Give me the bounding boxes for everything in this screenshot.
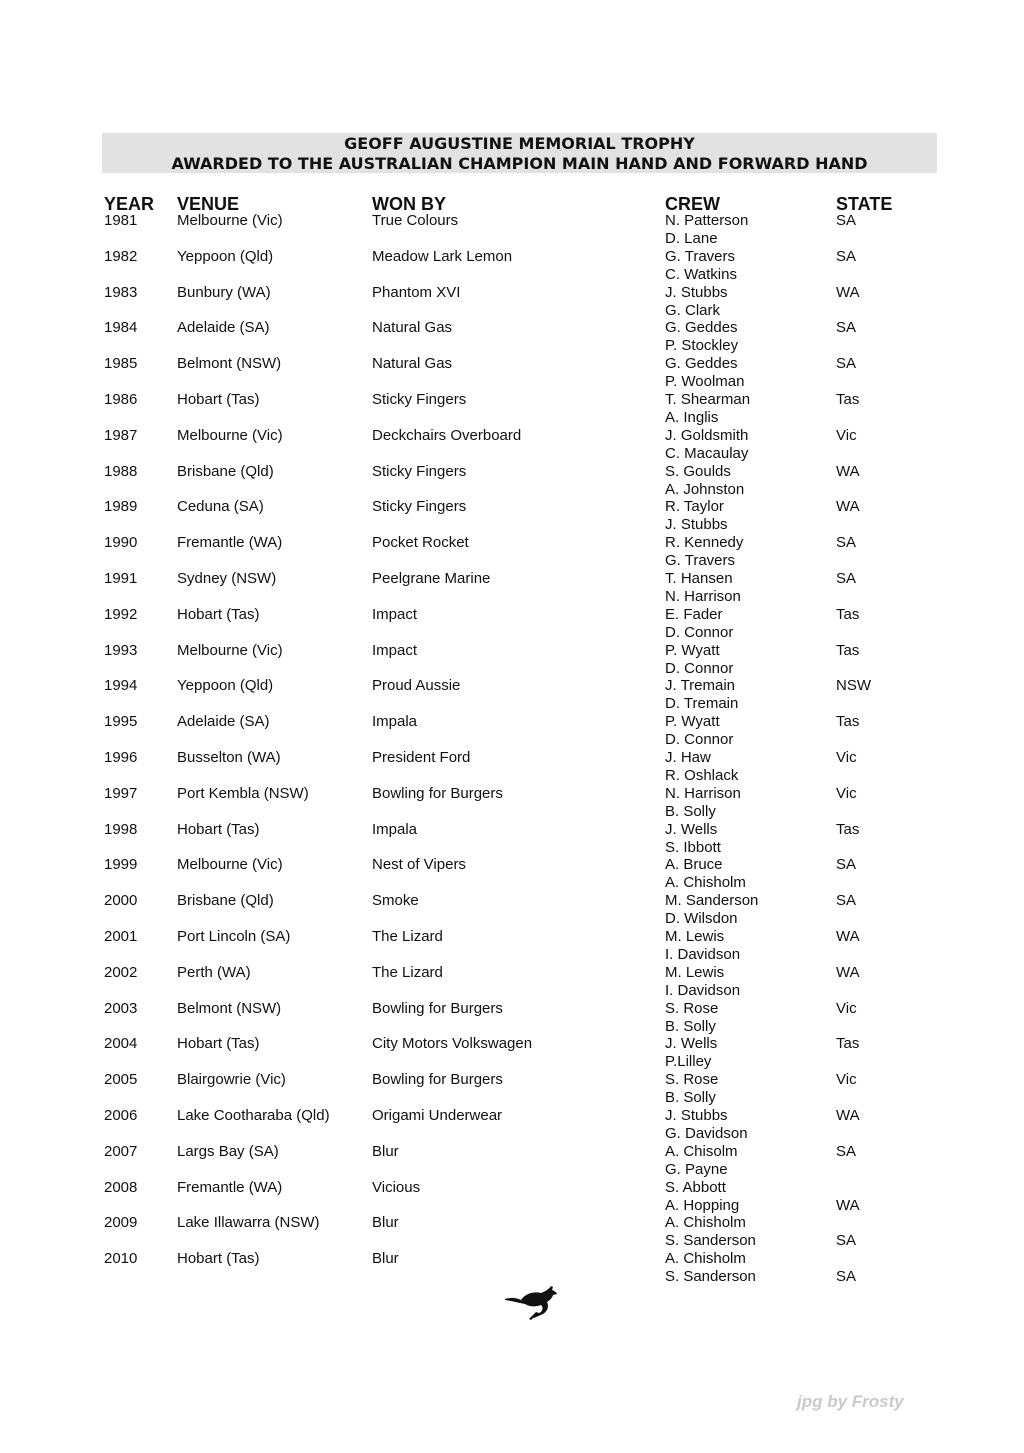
table-row: [0, 606, 1024, 642]
row-crew-main: J. Stubbs: [665, 1106, 728, 1124]
row-crew-main: A. Chisholm: [665, 1250, 746, 1268]
row-state: SA: [836, 212, 857, 229]
title-banner: [102, 133, 937, 173]
row-won-by: Impact: [372, 605, 418, 623]
row-venue: Yeppoon (Qld): [177, 677, 274, 695]
row-state: SA: [836, 569, 857, 587]
header-won-by: WON BY: [372, 194, 446, 214]
row-won-by: Bowling for Burgers: [372, 999, 503, 1017]
row-state: WA: [836, 462, 860, 480]
row-venue: Hobart (Tas): [177, 390, 260, 408]
table-row: [0, 1143, 1024, 1179]
row-crew-main: A. Bruce: [665, 856, 723, 874]
row-year: 1981: [104, 212, 138, 229]
table-row: [0, 749, 1024, 785]
row-crew-main: J. Haw: [665, 748, 711, 766]
row-won-by: Sticky Fingers: [372, 462, 467, 480]
row-won-by: Impala: [372, 713, 418, 731]
row-crew-forward: A. Johnston: [665, 480, 745, 498]
row-year: 1987: [104, 426, 138, 444]
row-venue: Brisbane (Qld): [177, 462, 274, 480]
row-venue: Melbourne (Vic): [177, 426, 283, 444]
row-crew-forward: B. Solly: [665, 1089, 716, 1107]
row-won-by: Natural Gas: [372, 355, 453, 373]
row-crew-main: A. Chisolm: [665, 1142, 738, 1160]
row-won-by: City Motors Volkswagen: [372, 1035, 533, 1053]
row-crew-main: S. Rose: [665, 1071, 719, 1089]
row-won-by: Bowling for Burgers: [372, 784, 503, 802]
row-venue: Port Kembla (NSW): [177, 784, 309, 802]
row-crew-main: J. Goldsmith: [665, 426, 749, 444]
row-year: 2003: [104, 999, 138, 1017]
table-row: [0, 1214, 1024, 1250]
row-state: SA: [836, 892, 857, 910]
row-state: Tas: [836, 713, 860, 731]
row-won-by: Pocket Rocket: [372, 534, 469, 552]
table-row: [0, 248, 1024, 284]
watermark: jpg by Frosty: [797, 1392, 904, 1411]
row-crew-forward: A. Hopping: [665, 1196, 740, 1214]
row-won-by: Blur: [372, 1214, 399, 1232]
row-crew-forward: R. Oshlack: [665, 766, 739, 784]
row-crew-forward: D. Tremain: [665, 695, 739, 713]
row-venue: Hobart (Tas): [177, 820, 260, 838]
row-crew-forward: D. Connor: [665, 623, 734, 641]
results-table: [0, 212, 1024, 1286]
row-crew-main: R. Kennedy: [665, 534, 744, 552]
row-won-by: The Lizard: [372, 963, 443, 981]
row-won-by: President Ford: [372, 748, 471, 766]
row-state: SA: [836, 534, 857, 552]
row-venue: Melbourne (Vic): [177, 212, 283, 229]
row-crew-main: J. Stubbs: [665, 283, 728, 301]
row-venue: Sydney (NSW): [177, 569, 277, 587]
row-crew-main: G. Travers: [665, 247, 736, 265]
row-crew-main: S. Abbott: [665, 1178, 726, 1196]
row-crew-main: T. Shearman: [665, 390, 751, 408]
row-crew-forward: S. Sanderson: [665, 1268, 756, 1286]
row-crew-main: A. Chisholm: [665, 1214, 746, 1232]
row-crew-main: G. Geddes: [665, 319, 738, 337]
row-state: WA: [836, 1106, 860, 1124]
row-venue: Belmont (NSW): [177, 355, 282, 373]
row-year: 2007: [104, 1142, 138, 1160]
row-year: 2008: [104, 1178, 138, 1196]
row-venue: Lake Illawarra (NSW): [177, 1214, 320, 1232]
table-row: [0, 713, 1024, 749]
row-won-by: Bowling for Burgers: [372, 1071, 503, 1089]
row-won-by: Sticky Fingers: [372, 498, 467, 516]
row-state: NSW: [836, 677, 871, 695]
table-row: [0, 1071, 1024, 1107]
table-row: [0, 1000, 1024, 1036]
row-crew-forward: C. Macaulay: [665, 444, 749, 462]
trophy-subtitle: AWARDED TO THE AUSTRALIAN CHAMPION MAIN HAND AND FORWARD HAND: [171, 154, 868, 173]
row-crew-forward: I. Davidson: [665, 981, 741, 999]
row-won-by: Sticky Fingers: [372, 390, 467, 408]
table-row: [0, 319, 1024, 355]
table-row: [0, 212, 1024, 248]
table-row: [0, 677, 1024, 713]
header-venue: VENUE: [177, 194, 240, 214]
row-won-by: Meadow Lark Lemon: [372, 247, 513, 265]
row-crew-main: J. Wells: [665, 1035, 718, 1053]
row-venue: Belmont (NSW): [177, 999, 282, 1017]
row-year: 2010: [104, 1250, 138, 1268]
row-state: SA: [836, 1142, 857, 1160]
row-state: SA: [836, 1232, 857, 1250]
row-state: WA: [836, 283, 860, 301]
row-year: 1990: [104, 534, 138, 552]
row-crew-forward: A. Chisholm: [665, 874, 746, 892]
table-row: [0, 391, 1024, 427]
row-year: 1986: [104, 390, 138, 408]
table-row: [0, 856, 1024, 892]
row-year: 1993: [104, 641, 138, 659]
row-state: SA: [836, 319, 857, 337]
table-row: [0, 1179, 1024, 1215]
table-row: [0, 284, 1024, 320]
row-state: WA: [836, 498, 860, 516]
row-year: 1997: [104, 784, 138, 802]
row-crew-forward: J. Stubbs: [665, 516, 728, 534]
row-crew-main: T. Hansen: [665, 569, 733, 587]
header-year: YEAR: [104, 194, 155, 214]
row-crew-forward: S. Ibbott: [665, 838, 721, 856]
row-won-by: Smoke: [372, 892, 419, 910]
row-crew-forward: D. Connor: [665, 659, 734, 677]
row-crew-main: G. Geddes: [665, 355, 738, 373]
row-year: 2009: [104, 1214, 138, 1232]
row-crew-main: E. Fader: [665, 605, 723, 623]
row-crew-main: P. Wyatt: [665, 641, 720, 659]
row-venue: Ceduna (SA): [177, 498, 264, 516]
row-state: Tas: [836, 1035, 860, 1053]
row-won-by: Origami Underwear: [372, 1106, 503, 1124]
row-crew-main: P. Wyatt: [665, 713, 720, 731]
row-crew-main: N. Patterson: [665, 212, 749, 229]
table-row: [0, 1107, 1024, 1143]
row-crew-forward: D. Connor: [665, 731, 734, 749]
row-crew-forward: S. Sanderson: [665, 1232, 756, 1250]
row-venue: Fremantle (WA): [177, 534, 283, 552]
row-crew-forward: P. Woolman: [665, 373, 745, 391]
row-crew-main: R. Taylor: [665, 498, 724, 516]
row-crew-main: M. Lewis: [665, 927, 725, 945]
row-state: Vic: [836, 999, 857, 1017]
row-year: 1995: [104, 713, 138, 731]
table-row: [0, 785, 1024, 821]
row-year: 2004: [104, 1035, 138, 1053]
row-venue: Yeppoon (Qld): [177, 247, 274, 265]
row-crew-forward: B. Solly: [665, 802, 716, 820]
row-crew-main: N. Harrison: [665, 784, 741, 802]
row-venue: Melbourne (Vic): [177, 641, 283, 659]
row-crew-forward: D. Wilsdon: [665, 910, 738, 928]
table-row: [0, 498, 1024, 534]
row-state: Tas: [836, 820, 860, 838]
row-venue: Lake Cootharaba (Qld): [177, 1106, 330, 1124]
row-crew-forward: G. Travers: [665, 552, 736, 570]
row-state: Vic: [836, 1071, 857, 1089]
row-year: 1983: [104, 283, 138, 301]
row-state: Tas: [836, 641, 860, 659]
row-venue: Largs Bay (SA): [177, 1142, 279, 1160]
row-won-by: Proud Aussie: [372, 677, 461, 695]
row-won-by: Deckchairs Overboard: [372, 426, 522, 444]
row-state: SA: [836, 1268, 857, 1286]
row-crew-forward: N. Harrison: [665, 587, 741, 605]
row-venue: Port Lincoln (SA): [177, 927, 291, 945]
kangaroo-icon: [503, 1285, 559, 1321]
row-won-by: Phantom XVI: [372, 283, 461, 301]
row-won-by: Impala: [372, 820, 418, 838]
row-state: Vic: [836, 748, 857, 766]
row-year: 1992: [104, 605, 138, 623]
row-year: 1994: [104, 677, 138, 695]
row-year: 2006: [104, 1106, 138, 1124]
table-row: [0, 355, 1024, 391]
row-won-by: Natural Gas: [372, 319, 453, 337]
row-venue: Hobart (Tas): [177, 1035, 260, 1053]
row-state: SA: [836, 355, 857, 373]
row-crew-main: S. Rose: [665, 999, 719, 1017]
trophy-title: GEOFF AUGUSTINE MEMORIAL TROPHY: [344, 134, 695, 153]
row-venue: Fremantle (WA): [177, 1178, 283, 1196]
row-crew-forward: B. Solly: [665, 1017, 716, 1035]
row-venue: Adelaide (SA): [177, 319, 270, 337]
row-state: WA: [836, 963, 860, 981]
row-year: 1985: [104, 355, 138, 373]
row-year: 2001: [104, 927, 138, 945]
row-year: 1984: [104, 319, 138, 337]
table-row: [0, 1250, 1024, 1286]
row-state: Vic: [836, 784, 857, 802]
row-won-by: Impact: [372, 641, 418, 659]
row-year: 1996: [104, 748, 138, 766]
table-row: [0, 928, 1024, 964]
table-row: [0, 821, 1024, 857]
row-won-by: Blur: [372, 1250, 399, 1268]
row-crew-main: S. Goulds: [665, 462, 731, 480]
row-won-by: Blur: [372, 1142, 399, 1160]
row-state: WA: [836, 1196, 860, 1214]
row-crew-forward: C. Watkins: [665, 265, 737, 283]
row-crew-forward: D. Lane: [665, 230, 718, 247]
row-venue: Perth (WA): [177, 963, 251, 981]
row-state: SA: [836, 856, 857, 874]
row-crew-main: J. Tremain: [665, 677, 736, 695]
row-year: 2005: [104, 1071, 138, 1089]
row-crew-forward: I. Davidson: [665, 945, 741, 963]
table-row: [0, 1035, 1024, 1071]
row-state: Tas: [836, 605, 860, 623]
row-state: WA: [836, 927, 860, 945]
row-venue: Hobart (Tas): [177, 605, 260, 623]
table-row: [0, 570, 1024, 606]
row-state: Tas: [836, 390, 860, 408]
row-year: 1988: [104, 462, 138, 480]
row-venue: Busselton (WA): [177, 748, 281, 766]
table-row: [0, 642, 1024, 678]
row-venue: Blairgowrie (Vic): [177, 1071, 286, 1089]
row-year: 1982: [104, 247, 138, 265]
row-crew-main: M. Sanderson: [665, 892, 759, 910]
table-row: [0, 427, 1024, 463]
row-venue: Brisbane (Qld): [177, 892, 274, 910]
row-year: 2000: [104, 892, 138, 910]
row-year: 1998: [104, 820, 138, 838]
row-crew-forward: G. Clark: [665, 301, 721, 319]
row-year: 1989: [104, 498, 138, 516]
row-crew-forward: G. Davidson: [665, 1124, 748, 1142]
table-row: [0, 964, 1024, 1000]
row-crew-forward: A. Inglis: [665, 408, 719, 426]
header-state: STATE: [836, 194, 893, 214]
table-row: [0, 892, 1024, 928]
row-crew-main: M. Lewis: [665, 963, 725, 981]
row-venue: Hobart (Tas): [177, 1250, 260, 1268]
row-crew-forward: G. Payne: [665, 1160, 728, 1178]
row-state: SA: [836, 247, 857, 265]
row-crew-forward: P. Stockley: [665, 337, 739, 355]
row-won-by: Vicious: [372, 1178, 421, 1196]
row-won-by: True Colours: [372, 212, 459, 229]
row-year: 2002: [104, 963, 138, 981]
row-state: Vic: [836, 426, 857, 444]
table-row: [0, 463, 1024, 499]
row-venue: Bunbury (WA): [177, 283, 271, 301]
row-venue: Melbourne (Vic): [177, 856, 283, 874]
row-crew-forward: P.Lilley: [665, 1053, 712, 1071]
table-row: [0, 534, 1024, 570]
row-year: 1999: [104, 856, 138, 874]
row-year: 1991: [104, 569, 138, 587]
row-won-by: The Lizard: [372, 927, 443, 945]
row-venue: Adelaide (SA): [177, 713, 270, 731]
header-crew: CREW: [665, 194, 720, 214]
row-crew-main: J. Wells: [665, 820, 718, 838]
row-won-by: Peelgrane Marine: [372, 569, 491, 587]
row-won-by: Nest of Vipers: [372, 856, 466, 874]
